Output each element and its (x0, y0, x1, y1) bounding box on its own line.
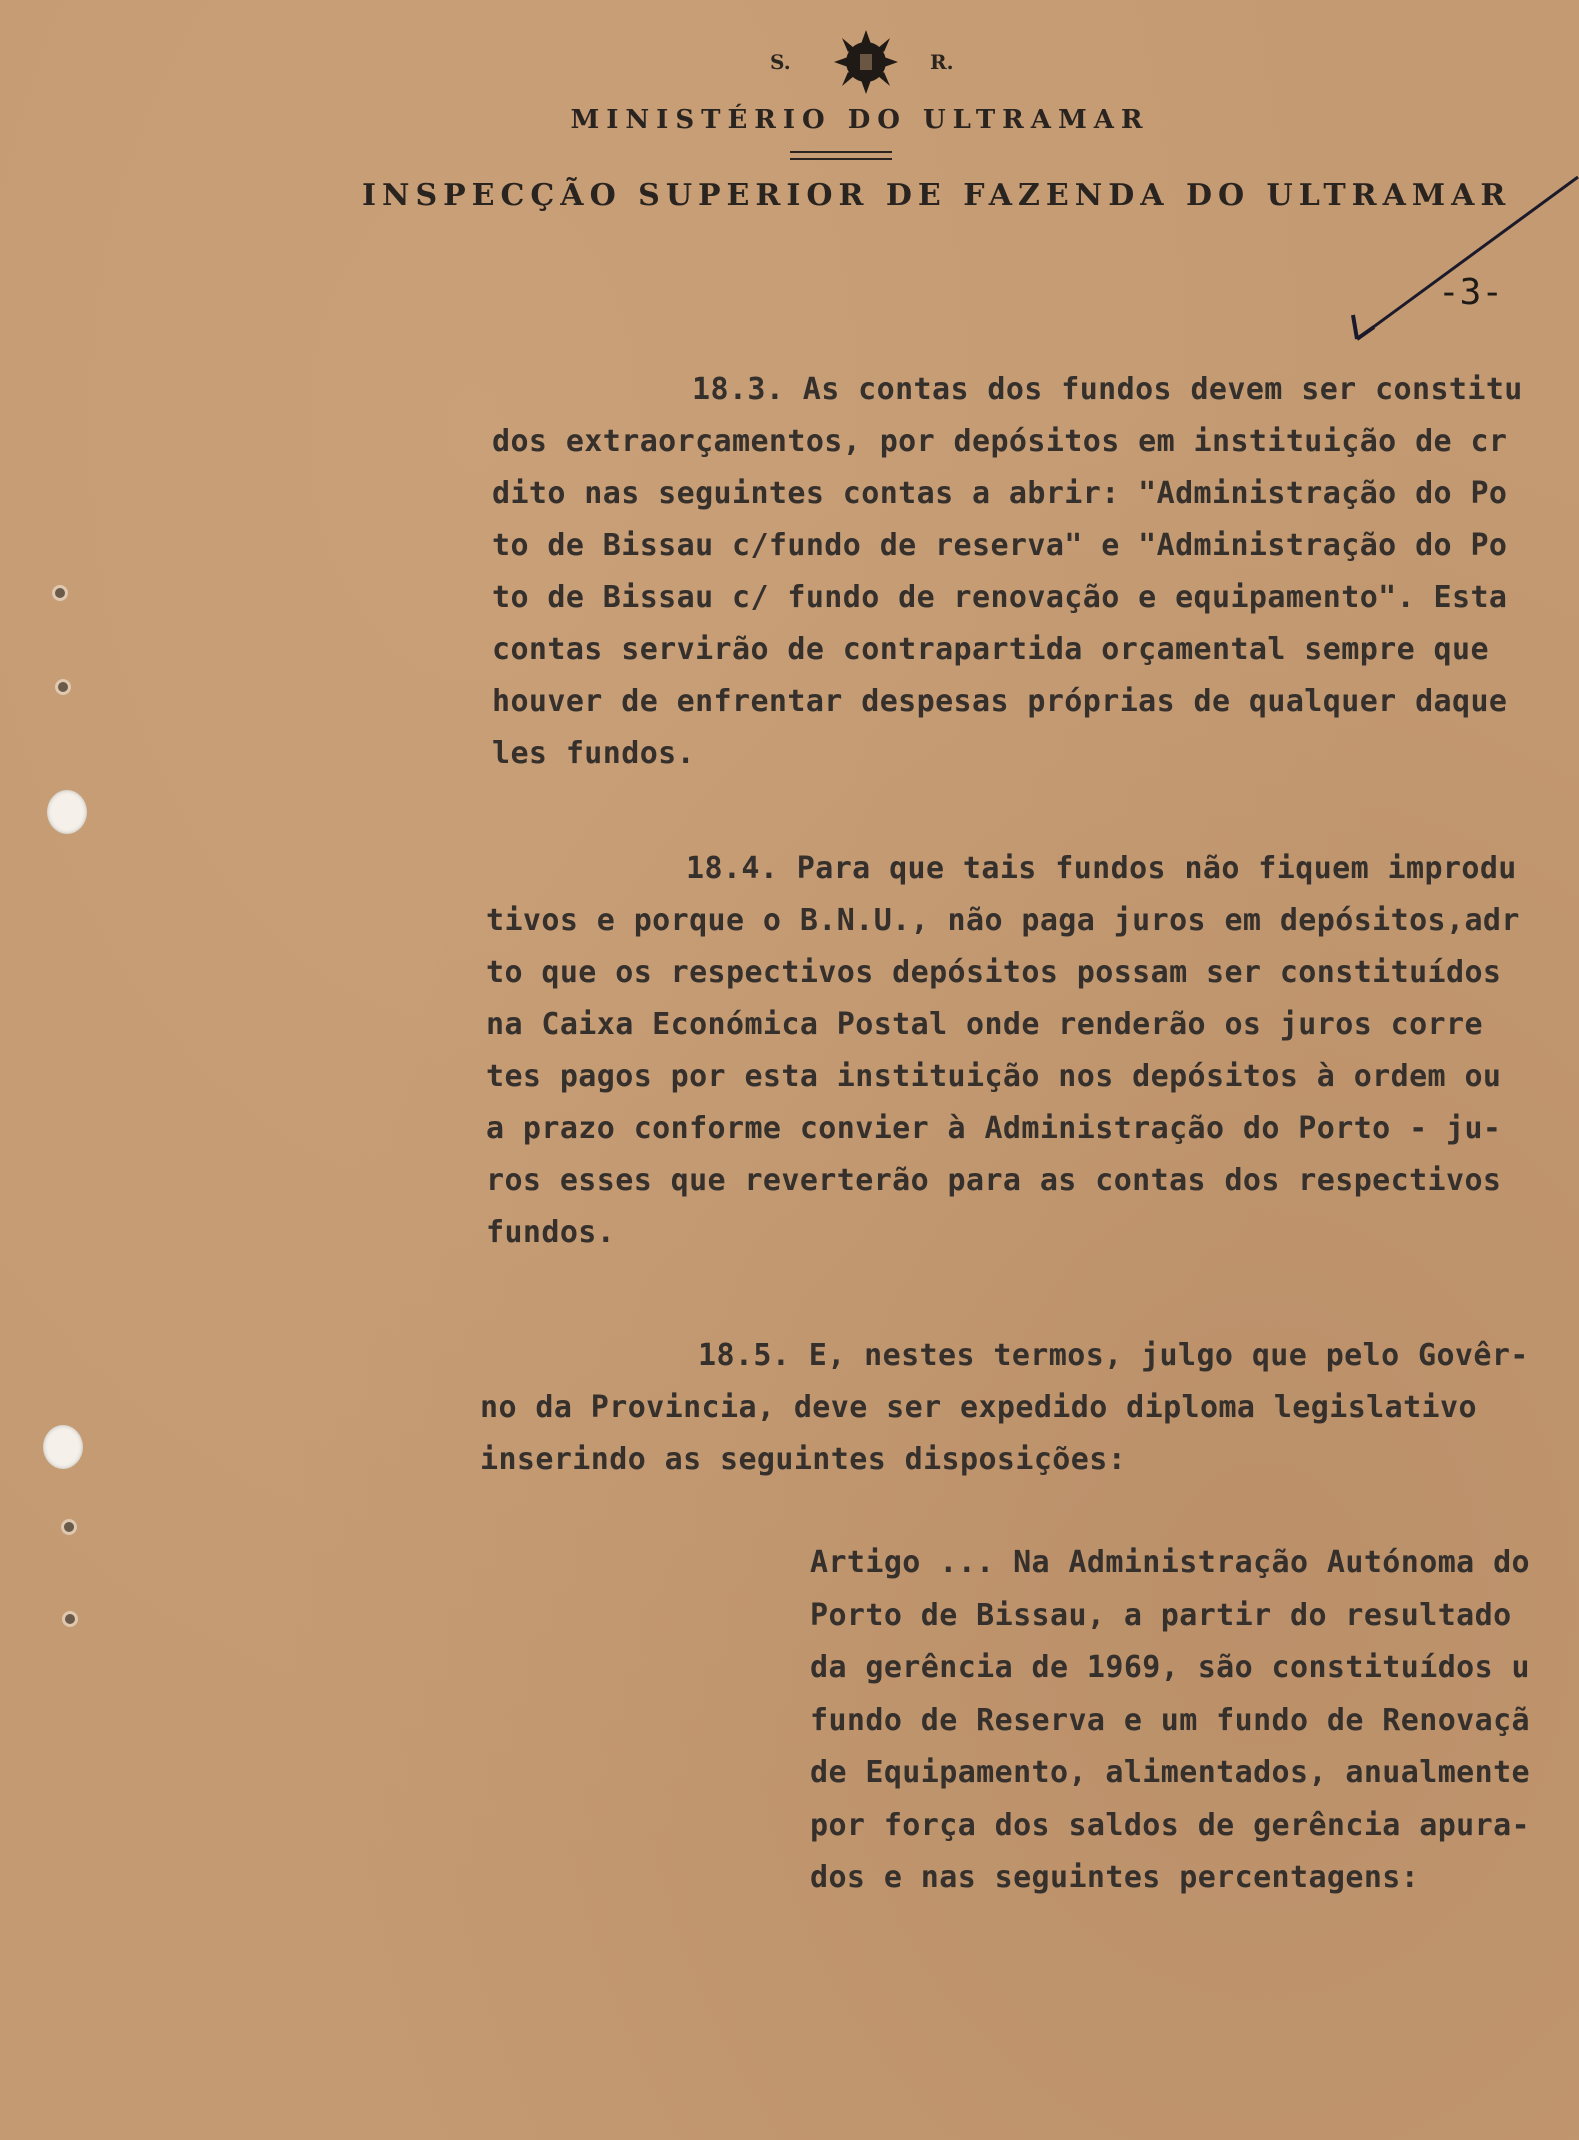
text-line: inserindo as seguintes disposições: (480, 1442, 1127, 1477)
diagonal-check-mark-icon (1350, 175, 1579, 355)
coat-of-arms-seal-icon (816, 26, 916, 96)
heading-rule (790, 151, 892, 153)
inspection-heading: INSPECÇÃO SUPERIOR DE FAZENDA DO ULTRAMAR (362, 178, 1512, 213)
page-number: -3- (1438, 272, 1504, 313)
heading-rule (790, 158, 892, 160)
text-line: 18.5. E, nestes termos, julgo que pelo Govêr- (698, 1338, 1529, 1373)
text-line: Artigo ... Na Administração Autónoma do (810, 1545, 1530, 1580)
text-line: na Caixa Económica Postal onde renderão os juros corre (486, 1007, 1483, 1042)
binder-hole (64, 1522, 74, 1532)
text-line: dito nas seguintes contas a abrir: "Administração do Po (492, 476, 1508, 511)
text-line: dos extraorçamentos, por depósitos em instituição de cr (492, 424, 1508, 459)
text-line: to de Bissau c/ fundo de renovação e equipamento". Esta (492, 580, 1508, 615)
text-line: contas servirão de contrapartida orçamental sempre que (492, 632, 1489, 667)
binder-hole (43, 1425, 83, 1469)
text-line: de Equipamento, alimentados, anualmente (810, 1755, 1530, 1790)
text-line: dos e nas seguintes percentagens: (810, 1860, 1420, 1895)
paragraph-18-5 (480, 1330, 1529, 1486)
binder-hole (65, 1614, 75, 1624)
text-line: to que os respectivos depósitos possam ser constituídos (486, 955, 1502, 990)
text-line: tes pagos por esta instituição nos depósitos à ordem ou (486, 1059, 1502, 1094)
text-line: no da Provincia, deve ser expedido diploma legislativo (480, 1390, 1477, 1425)
text-line: houver de enfrentar despesas próprias de qualquer daque (492, 684, 1508, 719)
binder-hole (55, 588, 65, 598)
text-line: Porto de Bissau, a partir do resultado (810, 1597, 1512, 1633)
text-line: tivos e porque o B.N.U., não paga juros em depósitos,adr (486, 903, 1520, 938)
ministry-heading: MINISTÉRIO DO ULTRAMAR (570, 105, 1150, 135)
text-line: 18.3. As contas dos fundos devem ser constitu (692, 372, 1523, 407)
text-line: a prazo conforme convier à Administração do Porto - ju- (486, 1111, 1502, 1146)
binder-hole (58, 682, 68, 692)
text-line: 18.4. Para que tais fundos não fiquem improdu (686, 851, 1517, 886)
paragraph-18-3 (492, 364, 1523, 780)
paragraph-18-4 (486, 843, 1520, 1259)
text-line: fundo de Reserva e um fundo de Renovaçã (810, 1702, 1530, 1738)
text-line: fundos. (486, 1215, 616, 1250)
text-line: por força dos saldos de gerência apura- (810, 1807, 1530, 1843)
text-line: da gerência de 1969, são constituídos u (810, 1650, 1530, 1685)
article-block (810, 1537, 1530, 1905)
letterhead (0, 0, 1579, 313)
text-line: ros esses que reverterão para as contas dos respectivos (486, 1163, 1502, 1198)
seal-row (760, 26, 1000, 96)
seal-letter-right: R. (930, 50, 954, 74)
binder-hole (47, 790, 87, 834)
seal-letter-left: S. (770, 50, 791, 74)
text-line: les fundos. (492, 736, 696, 771)
text-line: to de Bissau c/fundo de reserva" e "Administração do Po (492, 528, 1508, 563)
